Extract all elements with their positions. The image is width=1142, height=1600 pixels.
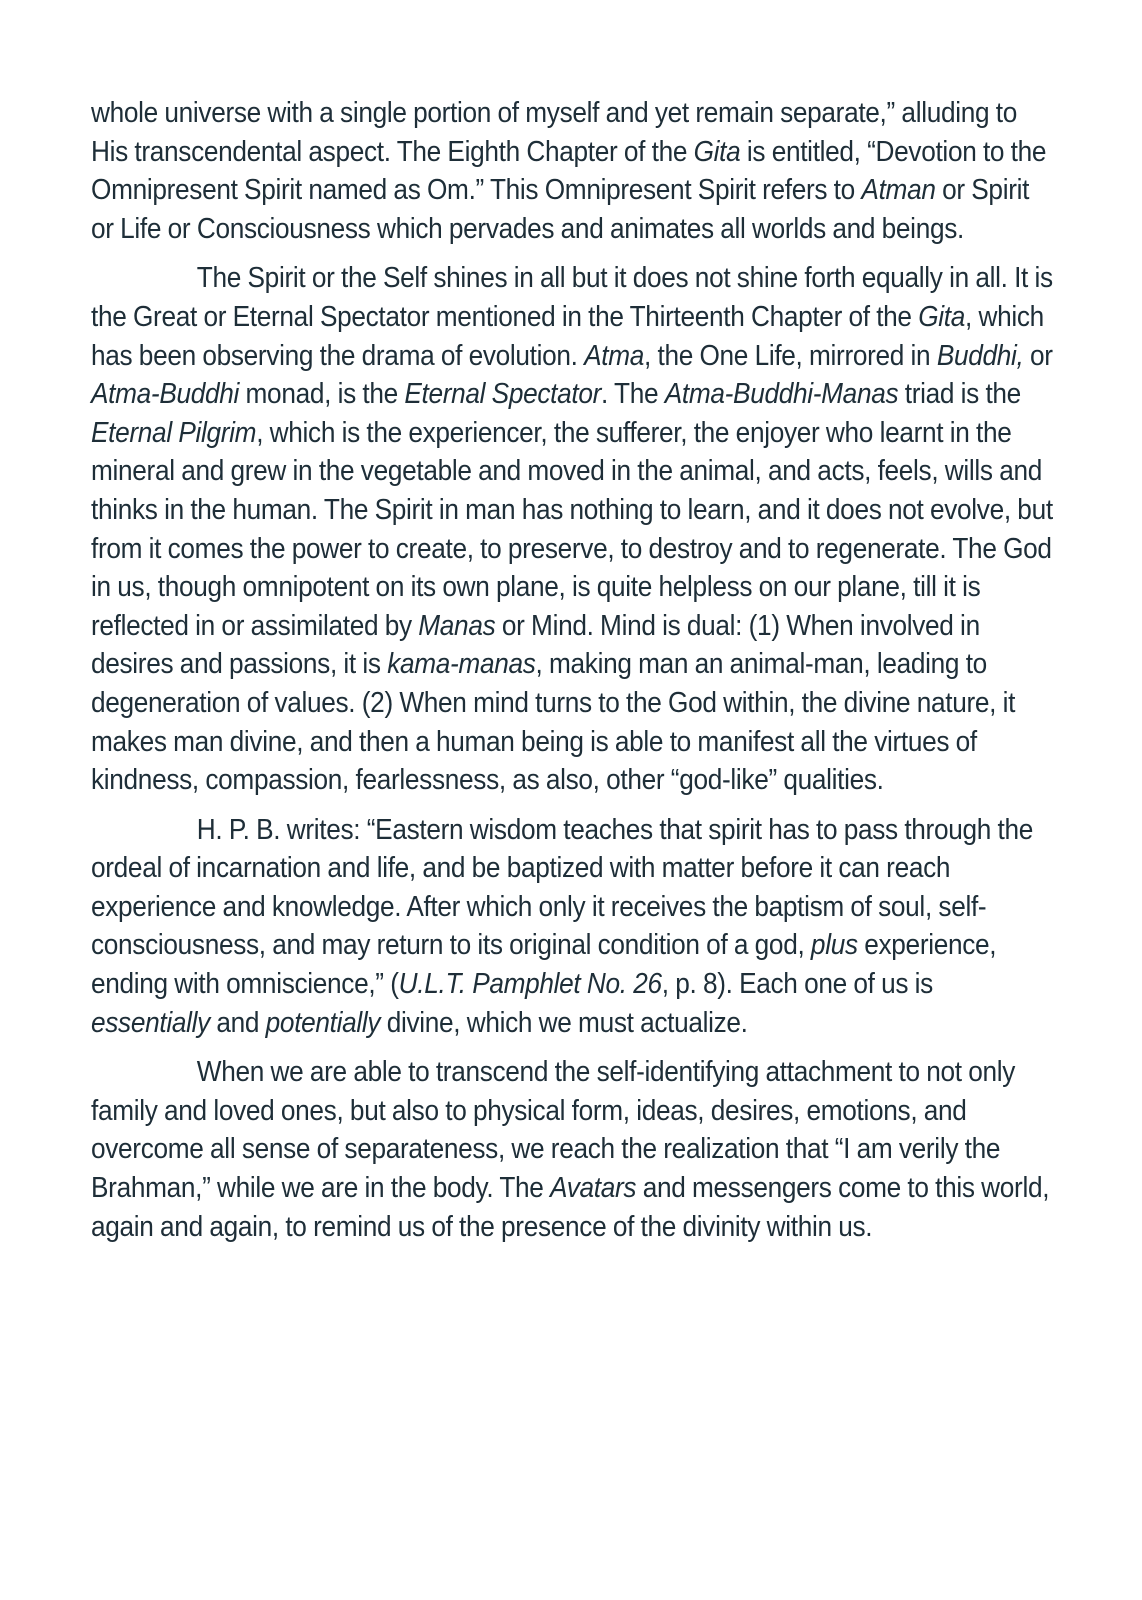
italic-text: Gita <box>918 300 965 333</box>
text-run: H. P. B. writes: “Eastern wisdom teaches that spirit has to pass through the ordeal of incarnation and life, and be baptized with matter before it can reach experience and knowledge. After which only it receives the baptism of soul, self-consciousness, and may return to its original condition of a god, <box>91 813 1033 962</box>
italic-text: Eternal Pilgrim <box>91 416 257 449</box>
text-run: experience, ending with omniscience,” ( <box>91 929 997 1001</box>
text-run: divine, which we must actualize. <box>380 1006 748 1039</box>
text-run: and <box>209 1006 266 1039</box>
text-run: The Spirit or the Self shines in all but it does not shine forth equally in all. It is the Great or Eternal Spectator mentioned in the Thirteenth Chapter of the <box>91 262 1053 333</box>
text-run: or Spirit or Life or Consciousness which pervades and animates all worlds and beings. <box>91 174 1030 245</box>
text-run: or Mind. Mind is dual: (1) When involved in desires and passions, it is <box>91 609 980 681</box>
text-run: monad, is the <box>239 378 405 411</box>
text-run: is entitled, “Devotion to the Omnipresent Spirit named as Om.” This Omnipresent Spirit refers to <box>91 135 1047 207</box>
paragraph-3 <box>91 811 1053 1043</box>
italic-text: potentially <box>265 1006 381 1039</box>
text-run: , which has been observing the drama of evolution. <box>91 300 1044 372</box>
text-run: and messengers come to this world, again and again, to remind us of the presence of the divinity within us. <box>91 1172 1050 1243</box>
italic-text: Atma-Buddhi-Manas <box>664 378 899 411</box>
text-run: , which is the experiencer, the sufferer, the enjoyer who learnt in the mineral and grew in the vegetable and moved in the animal, and acts, feels, wills and thinks in the human. The Spirit in man has nothing to learn, and it does not evolve, but from it comes the power to create, to preserve, to destroy and to regenerate. The God in us, though omnipotent on its own plane, is quite helpless on our plane, till it is reflected in or assimilated by <box>91 416 1053 642</box>
paragraph-4 <box>91 1053 1053 1246</box>
italic-text: Manas <box>418 609 496 642</box>
text-run: , making man an animal-man, leading to degeneration of values. (2) When mind turns to the God within, the divine nature, it makes man divine, and then a human being is able to manifest all the virtues of kindness, compassion, fearlessness, as also, other “god-like” qualities. <box>91 648 1016 797</box>
italic-text: essentially <box>91 1006 210 1039</box>
text-run: When we are able to transcend the self-identifying attachment to not only family and loved ones, but also to physical form, ideas, desires, emotions, and overcome all sense of separateness, we reach the realization that “I am verily the Brahman,” while we are in the body. The <box>91 1056 1016 1205</box>
italic-text: kama-manas <box>387 648 536 681</box>
italic-text: Atma <box>584 339 645 372</box>
italic-text: Atma-Buddhi <box>91 378 240 411</box>
italic-text: U.L.T. Pamphlet No. 26 <box>398 968 662 1001</box>
italic-text: Eternal Spectator <box>404 378 602 411</box>
text-run: . The <box>601 378 665 411</box>
paragraph-2 <box>91 259 1053 799</box>
paragraph-1 <box>91 94 1053 248</box>
italic-text: Buddhi, <box>936 339 1024 372</box>
text-run: , p. 8). Each one of us is <box>661 968 933 1001</box>
text-run: triad is the <box>898 378 1021 411</box>
italic-text: Avatars <box>550 1172 637 1205</box>
text-run: , the One Life, mirrored in <box>644 339 937 372</box>
text-run: whole universe with a single portion of myself and yet remain separate,” alluding to His transcendental aspect. The Eighth Chapter of the <box>91 97 1017 168</box>
italic-text: plus <box>810 929 858 962</box>
document-page <box>91 94 1053 1257</box>
italic-text: Atman <box>861 174 936 207</box>
text-run: or <box>1023 339 1053 372</box>
italic-text: Gita <box>693 135 741 168</box>
